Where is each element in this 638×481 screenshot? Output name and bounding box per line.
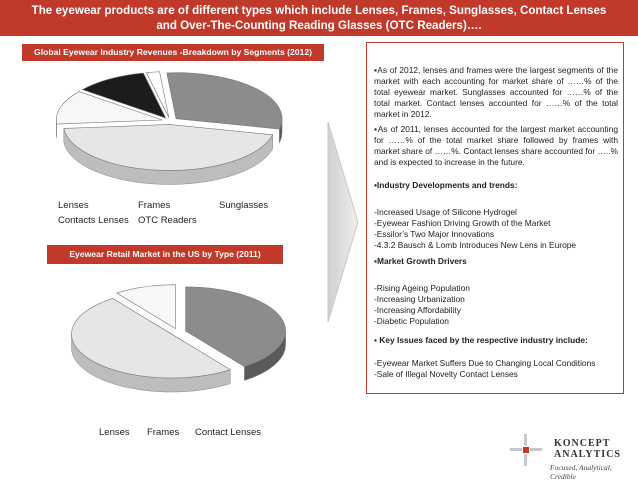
logo-name-2: ANALYTICS [554, 449, 621, 460]
dev-item-3: -Essilor’s Two Major Innovations [374, 229, 618, 240]
driver-item-4: -Diabetic Population [374, 316, 618, 327]
paragraph-2012: ▪As of 2012, lenses and frames were the largest segments of the market with each accounting for market share of ……% of the total eyewear market. Sunglasses accounted for ……% of the total market. Contact lenses accounted for ……% of the total market in 2012. [374, 65, 618, 120]
header-line-2: and Over-The-Counting Reading Glasses (OTC Readers)…. [0, 18, 638, 34]
dev-item-4: -4.3.2 Bausch & Lomb Introduces New Lens in Europe [374, 240, 618, 251]
driver-item-1: -Rising Ageing Population [374, 283, 618, 294]
driver-item-2: -Increasing Urbanization [374, 294, 618, 305]
chart-1-legend-sunglasses: Sunglasses [219, 200, 268, 211]
dev-item-2: -Eyewear Fashion Driving Growth of the Market [374, 218, 618, 229]
paragraph-2011: ▪As of 2011, lenses accounted for the largest market accounting for ……% of the total market share followed by frames with market share of ……%. Contact lenses share accounted for …..% and is expected to increase in the future. [374, 124, 618, 168]
chart-1-legend-frames: Frames [138, 200, 170, 211]
chart-2-legend-lenses: Lenses [99, 427, 130, 438]
chevron-right-arrow [326, 122, 360, 322]
slide-header [0, 0, 638, 36]
chart-1-title: Global Eyewear Industry Revenues -Breakdown by Segments (2012) [22, 44, 324, 61]
dev-item-1: -Increased Usage of Silicone Hydrogel [374, 207, 618, 218]
logo-tagline: Focused, Analytical, Credible [550, 463, 638, 481]
koncept-logo-icon [506, 430, 546, 470]
issue-item-2: -Sale of Illegal Novelty Contact Lenses [374, 369, 618, 380]
chart-1-legend-lenses: Lenses [58, 200, 89, 211]
chart-1-legend-otc: OTC Readers [138, 215, 197, 226]
logo-name [554, 438, 621, 460]
chart-2-legend-contact-lenses: Contact Lenses [195, 427, 261, 438]
chart-2-pie [50, 280, 310, 415]
chart-2-title: Eyewear Retail Market in the US by Type (2011) [47, 245, 283, 264]
pie-slice-lenses [167, 73, 282, 129]
chart-1-legend-contacts: Contacts Lenses [58, 215, 129, 226]
issue-item-1: -Eyewear Market Suffers Due to Changing Local Conditions [374, 358, 618, 369]
logo-name-1: KONCEPT [554, 438, 621, 449]
chart-1-pie [40, 66, 300, 206]
chart-2-legend-frames: Frames [147, 427, 179, 438]
header-line-1: The eyewear products are of different types which include Lenses, Frames, Sunglasses, Contact Lenses [0, 3, 638, 19]
driver-item-3: -Increasing Affordability [374, 305, 618, 316]
heading-key-issues: ▪ Key Issues faced by the respective industry include: [374, 335, 618, 346]
heading-industry-developments: •Industry Developments and trends: [374, 180, 618, 191]
insights-panel [366, 42, 624, 394]
heading-growth-drivers: ▪Market Growth Drivers [374, 256, 618, 267]
